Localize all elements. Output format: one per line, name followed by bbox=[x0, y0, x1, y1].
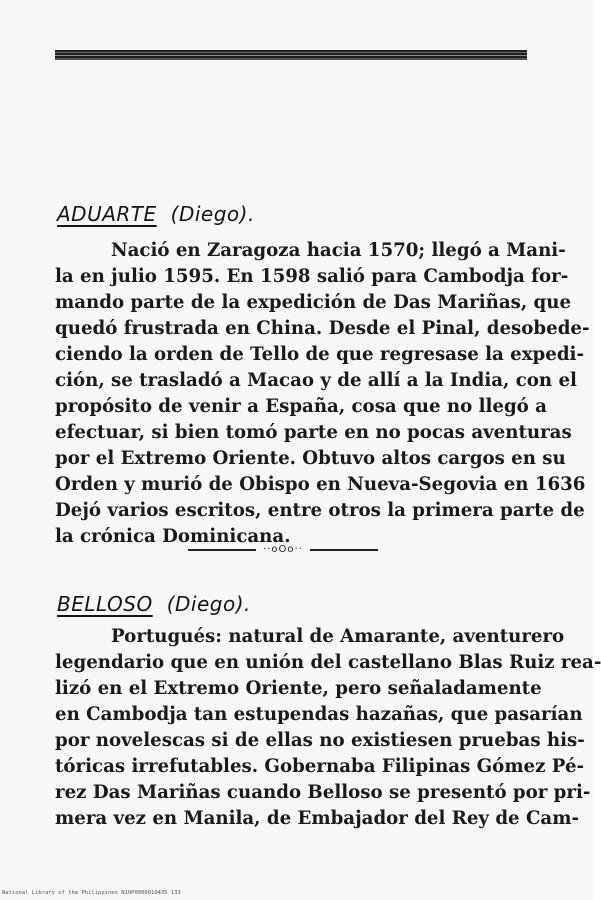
entry-heading-belloso bbox=[57, 592, 251, 616]
entry-given-name: (Diego). bbox=[170, 202, 255, 226]
footer-library-stamp: National Library of the Philippines N10P0000010435 133 bbox=[2, 890, 181, 896]
entry-text-belloso bbox=[55, 624, 601, 832]
text-line: propósito de venir a España, cosa que no llegó a bbox=[55, 396, 547, 417]
entry-surname: BELLOSO bbox=[57, 592, 153, 616]
text-line: por novelescas si de ellas no existiesen pruebas his- bbox=[55, 730, 585, 751]
entry-surname: ADUARTE bbox=[57, 202, 157, 226]
text-line: mera vez en Manila, de Embajador del Rey de Cam- bbox=[55, 808, 579, 829]
section-ornament bbox=[188, 543, 378, 557]
text-line: por el Extremo Oriente. Obtuvo altos cargos en su bbox=[55, 448, 566, 469]
text-line: Dejó varios escritos, entre otros la primera parte de bbox=[55, 500, 585, 521]
text-line: en Cambodja tan estupendas hazañas, que pasarían bbox=[55, 704, 583, 725]
entry-heading-aduarte bbox=[57, 202, 255, 226]
text-line: legendario que en unión del castellano Blas Ruiz rea- bbox=[55, 652, 601, 673]
text-line: ción, se trasladó a Macao y de allí a la India, con el bbox=[55, 370, 577, 391]
text-line: Portugués: natural de Amarante, aventurero bbox=[111, 626, 565, 647]
text-line: Orden y murió de Obispo en Nueva-Segovia en 1636 bbox=[55, 474, 586, 495]
ornament-dots: ··oOo·· bbox=[263, 544, 303, 555]
entry-given-name: (Diego). bbox=[166, 592, 251, 616]
text-line: efectuar, si bien tomó parte en no pocas aventuras bbox=[55, 422, 572, 443]
ornament-line-left bbox=[188, 549, 256, 551]
text-line: ciendo la orden de Tello de que regresase la expedi- bbox=[55, 344, 585, 365]
text-line: la crónica Dominicana. bbox=[55, 526, 291, 547]
text-line: rez Das Mariñas cuando Belloso se presentó por pri- bbox=[55, 782, 591, 803]
text-line: quedó frustrada en China. Desde el Pinal, desobede- bbox=[55, 318, 590, 339]
text-line: lizó en el Extremo Oriente, pero señaladamente bbox=[55, 678, 542, 699]
text-line: mando parte de la expedición de Das Mariñas, que bbox=[55, 292, 572, 313]
text-line: la en julio 1595. En 1598 salió para Cambodja for- bbox=[55, 266, 569, 287]
text-line: tóricas irrefutables. Gobernaba Filipinas Gómez Pé- bbox=[55, 756, 585, 777]
text-line: Nació en Zaragoza hacia 1570; llegó a Mani- bbox=[111, 240, 566, 261]
entry-text-aduarte bbox=[55, 238, 590, 550]
ornament-line-right bbox=[310, 549, 378, 551]
top-rule bbox=[55, 50, 527, 60]
